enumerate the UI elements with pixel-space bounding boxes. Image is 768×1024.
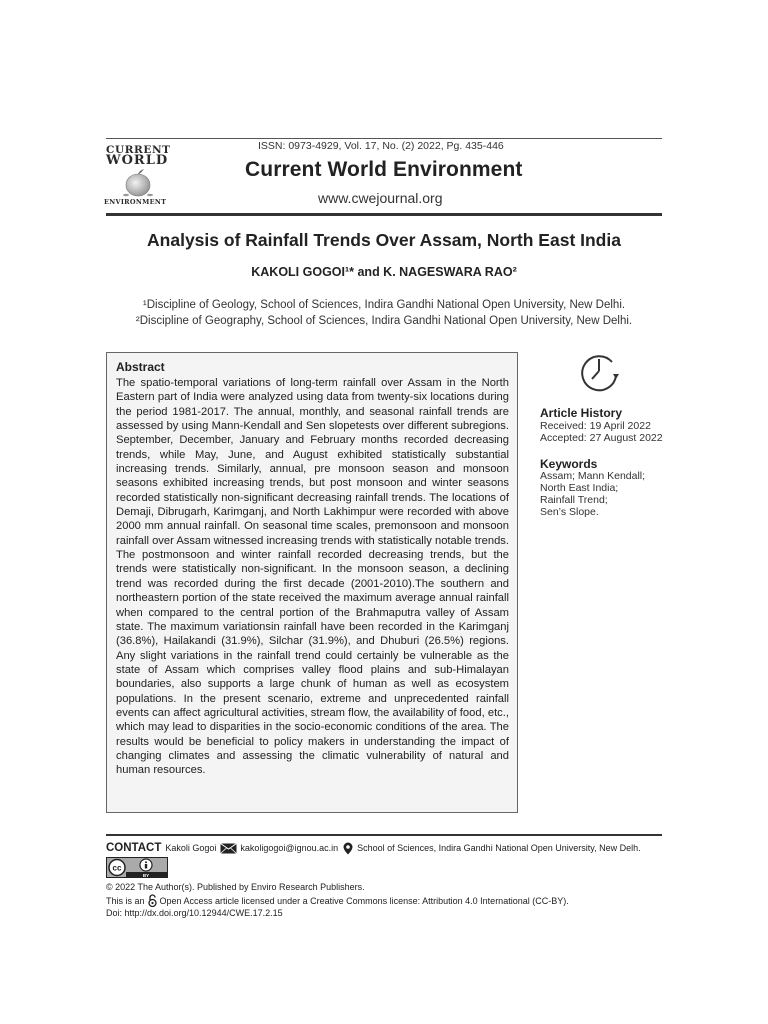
cc-by-license-icon[interactable] bbox=[106, 857, 168, 878]
abstract-heading: Abstract bbox=[116, 360, 165, 374]
journal-url[interactable]: www.cwejournal.org bbox=[318, 190, 443, 206]
keyword-item: Sen’s Slope. bbox=[540, 506, 599, 518]
open-access-lock-icon bbox=[148, 894, 157, 907]
affiliation-2: ²Discipline of Geography, School of Sciences, Indira Gandhi National Open University, New Delhi. bbox=[135, 315, 633, 327]
license-prefix: This is an bbox=[106, 895, 145, 906]
globe-icon bbox=[122, 168, 154, 198]
logo-word-environment: ENVIRONMENT bbox=[104, 198, 167, 206]
svg-text:cc: cc bbox=[112, 863, 122, 873]
paper-title: Analysis of Rainfall Trends Over Assam, North East India bbox=[147, 230, 621, 250]
keywords-heading: Keywords bbox=[540, 457, 598, 471]
mail-icon bbox=[220, 843, 237, 854]
doi-line[interactable]: Doi: http://dx.doi.org/10.12944/CWE.17.2.15 bbox=[106, 908, 283, 918]
contact-name: Kakoli Gogoi bbox=[165, 843, 217, 853]
header-top-rule bbox=[106, 138, 662, 139]
keyword-item: Assam; Mann Kendall; bbox=[540, 470, 646, 482]
abstract-text: The spatio-temporal variations of long-term rainfall over Assam in the North Eastern part of India were analyzed using data from twenty-six locations during the period 1981-2017. The annual, monthly, and seasonal rainfall trends are assessed by using Mann-Kendall and Sen slopetests over different subregions. September, December, January and February months recorded decreasing trends, while May, June, and August exhibited statistically substantial increasing trends. Similarly, annual, pre monsoon season and monsoon seasons exhibited increasing trends, but post monsoon and winter seasons recorded statistically non-significant decreasing rainfall trends. The locations of Demaji, Dibrugarh, Karimganj, and North Lakhimpur were recorded with above 2000 mm annual rainfall. On seasonal time scales, premonsoon and monsoon rainfall over Assam witnessed increasing trends with statistically notable trends. The postmonsoon and winter rainfall recorded decreasing trends, but the trends were statistically non-significant. In the monsoon season, a declining trend was recorded during the first decade (2001-2010).The southern and northeastern portion of the state received the maximum average annual rainfall when compared to the central portion of the Brahmaputra valley of Assam state. The maximum variationsin rainfall have been recorded in the Karimganj (36.8%), Hailakandi (31.9%), Silchar (31.9%), and Dhuburi (26.5%) regions. Any slight variations in the rainfall trend could certainly be vulnerable as the state of Assam which comprises valley flood plains and sub-Himalayan boundaries, also supports a large chunk of human as well as ecosystem populations. In the present scenario, extreme and unprecedented rainfall events can affect agricultural activities, stream flow, the availability of food, etc., which may lead to disparities in the socio-economic conditions of the area. The results would be beneficial to policy makers in understanding the impact of changing climates and assessing the climatic vulnerability of natural and human resources. bbox=[116, 377, 509, 777]
authors: KAKOLI GOGOI¹* and K. NAGESWARA RAO² bbox=[251, 265, 517, 279]
issn-line: ISSN: 0973-4929, Vol. 17, No. (2) 2022, Pg. 435-446 bbox=[258, 140, 504, 152]
affiliation-1: ¹Discipline of Geology, School of Sciences, Indira Gandhi National Open University, New Delhi. bbox=[142, 299, 626, 311]
clock-history-icon bbox=[578, 350, 624, 392]
received-date: Received: 19 April 2022 bbox=[540, 420, 651, 432]
logo-word-current: CURRENT bbox=[106, 144, 171, 156]
contact-label: CONTACT bbox=[106, 842, 162, 854]
header-bottom-rule bbox=[106, 213, 662, 216]
license-text: Open Access article licensed under a Creative Commons license: Attribution 4.0 International (CC-BY). bbox=[159, 895, 569, 906]
contact-address: School of Sciences, Indira Gandhi National Open University, New Delh. bbox=[357, 843, 641, 853]
location-pin-icon bbox=[343, 842, 353, 855]
cc-badge-text: BY bbox=[142, 872, 150, 878]
accepted-date: Accepted: 27 August 2022 bbox=[540, 432, 663, 444]
journal-logo bbox=[104, 142, 176, 208]
article-history-heading: Article History bbox=[540, 406, 623, 420]
copyright-line: © 2022 The Author(s). Published by Enviro Research Publishers. bbox=[106, 882, 365, 892]
keyword-item: North East India; bbox=[540, 482, 619, 494]
footer-rule bbox=[106, 834, 662, 836]
journal-name: Current World Environment bbox=[245, 158, 523, 181]
license-line bbox=[106, 894, 569, 907]
contact-row bbox=[106, 840, 641, 856]
logo-word-world: WORLD bbox=[106, 153, 169, 168]
keyword-item: Rainfall Trend; bbox=[540, 494, 608, 506]
contact-email[interactable]: kakoligogoi@ignou.ac.in bbox=[240, 843, 339, 853]
